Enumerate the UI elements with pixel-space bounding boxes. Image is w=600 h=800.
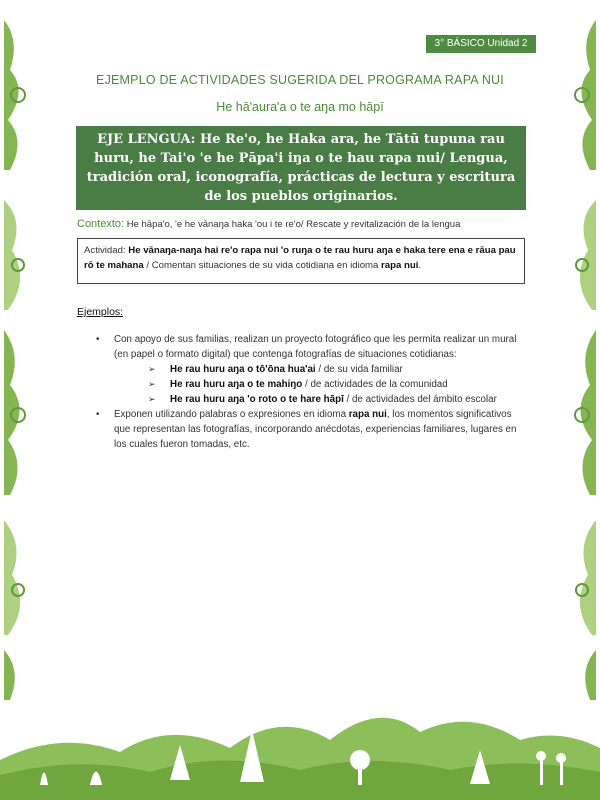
decorative-right-border — [564, 0, 600, 800]
arrow-bullet-icon: ➢ — [148, 379, 156, 389]
activity-spanish-text: / Comentan situaciones de su vida cotidiana en idioma — [143, 260, 382, 271]
activity-language-name: rapa nui — [381, 260, 419, 271]
sub-item-spanish: / de su vida familiar — [315, 364, 403, 375]
landscape-footer-illustration — [0, 690, 600, 800]
list-item-text: Con apoyo de sus familias, realizan un proyecto fotográfico que les permita realizar un mural (en papel o formato digital) que contenga fotografías de situaciones cotidianas: — [114, 334, 517, 360]
sub-list-item — [148, 392, 526, 407]
decorative-left-border — [0, 0, 36, 800]
list-item-language-name: rapa nui — [348, 409, 387, 420]
axis-heading-box: EJE LENGUA: He Re'o, he Haka ara, he Tātū tupuna rau huru, he Tai'o 'e he Pāpa'i iŋa o te hau rapa nui/ Lengua, tradición oral, iconografía, prácticas de lectura y escritura de los pueblos originarios. — [76, 126, 526, 210]
activity-box — [77, 238, 525, 284]
arrow-bullet-icon: ➢ — [148, 394, 156, 404]
grade-unit-badge: 3° BÁSICO Unidad 2 — [426, 35, 536, 53]
bullet-icon: • — [96, 334, 100, 345]
list-item-text-start: Exponen utilizando palabras o expresiones en idioma — [114, 409, 349, 420]
sub-item-rapanui: He rau huru aŋa 'o roto o te hare hāpī — [170, 394, 344, 405]
examples-list — [96, 332, 526, 452]
context-line — [77, 218, 460, 230]
sub-list-item — [148, 377, 526, 392]
sub-item-rapanui: He rau huru aŋa o tō'ōna hua'ai — [170, 364, 316, 375]
list-item — [96, 332, 526, 362]
page-subtitle: He hā'aura'a o te aŋa mo hāpī — [216, 100, 384, 114]
activity-label: Actividad: — [84, 245, 126, 256]
context-label: Contexto: — [77, 218, 125, 230]
sub-item-spanish: / de actividades del ámbito escolar — [343, 394, 497, 405]
sub-item-spanish: / de actividades de la comunidad — [302, 379, 448, 390]
arrow-bullet-icon: ➢ — [148, 364, 156, 374]
activity-rapanui-text: He vānaŋa-naŋa hai re'o rapa nui 'o ruŋa o te rau huru aŋa e haka tere ena e rāua pau rō te mahana — [84, 245, 516, 271]
context-text: He hāpa'o, 'e he vānaŋa haka 'ou i te re'o/ Rescate y revitalización de la lengua — [126, 219, 461, 230]
sub-list-item — [148, 362, 526, 377]
list-item-text-end: , los momentos significativos que representan las fotografías, incorporando anécdotas, experiencias familiares, lugares en los cuales fueron tomadas, etc. — [114, 409, 517, 450]
activity-period: . — [418, 260, 422, 271]
examples-heading: Ejemplos: — [77, 306, 124, 318]
sub-item-rapanui: He rau huru aŋa o te mahiŋo — [170, 379, 303, 390]
list-item — [96, 407, 526, 452]
bullet-icon: • — [96, 409, 100, 420]
page-title: EJEMPLO DE ACTIVIDADES SUGERIDA DEL PROGRAMA RAPA NUI — [96, 73, 504, 87]
